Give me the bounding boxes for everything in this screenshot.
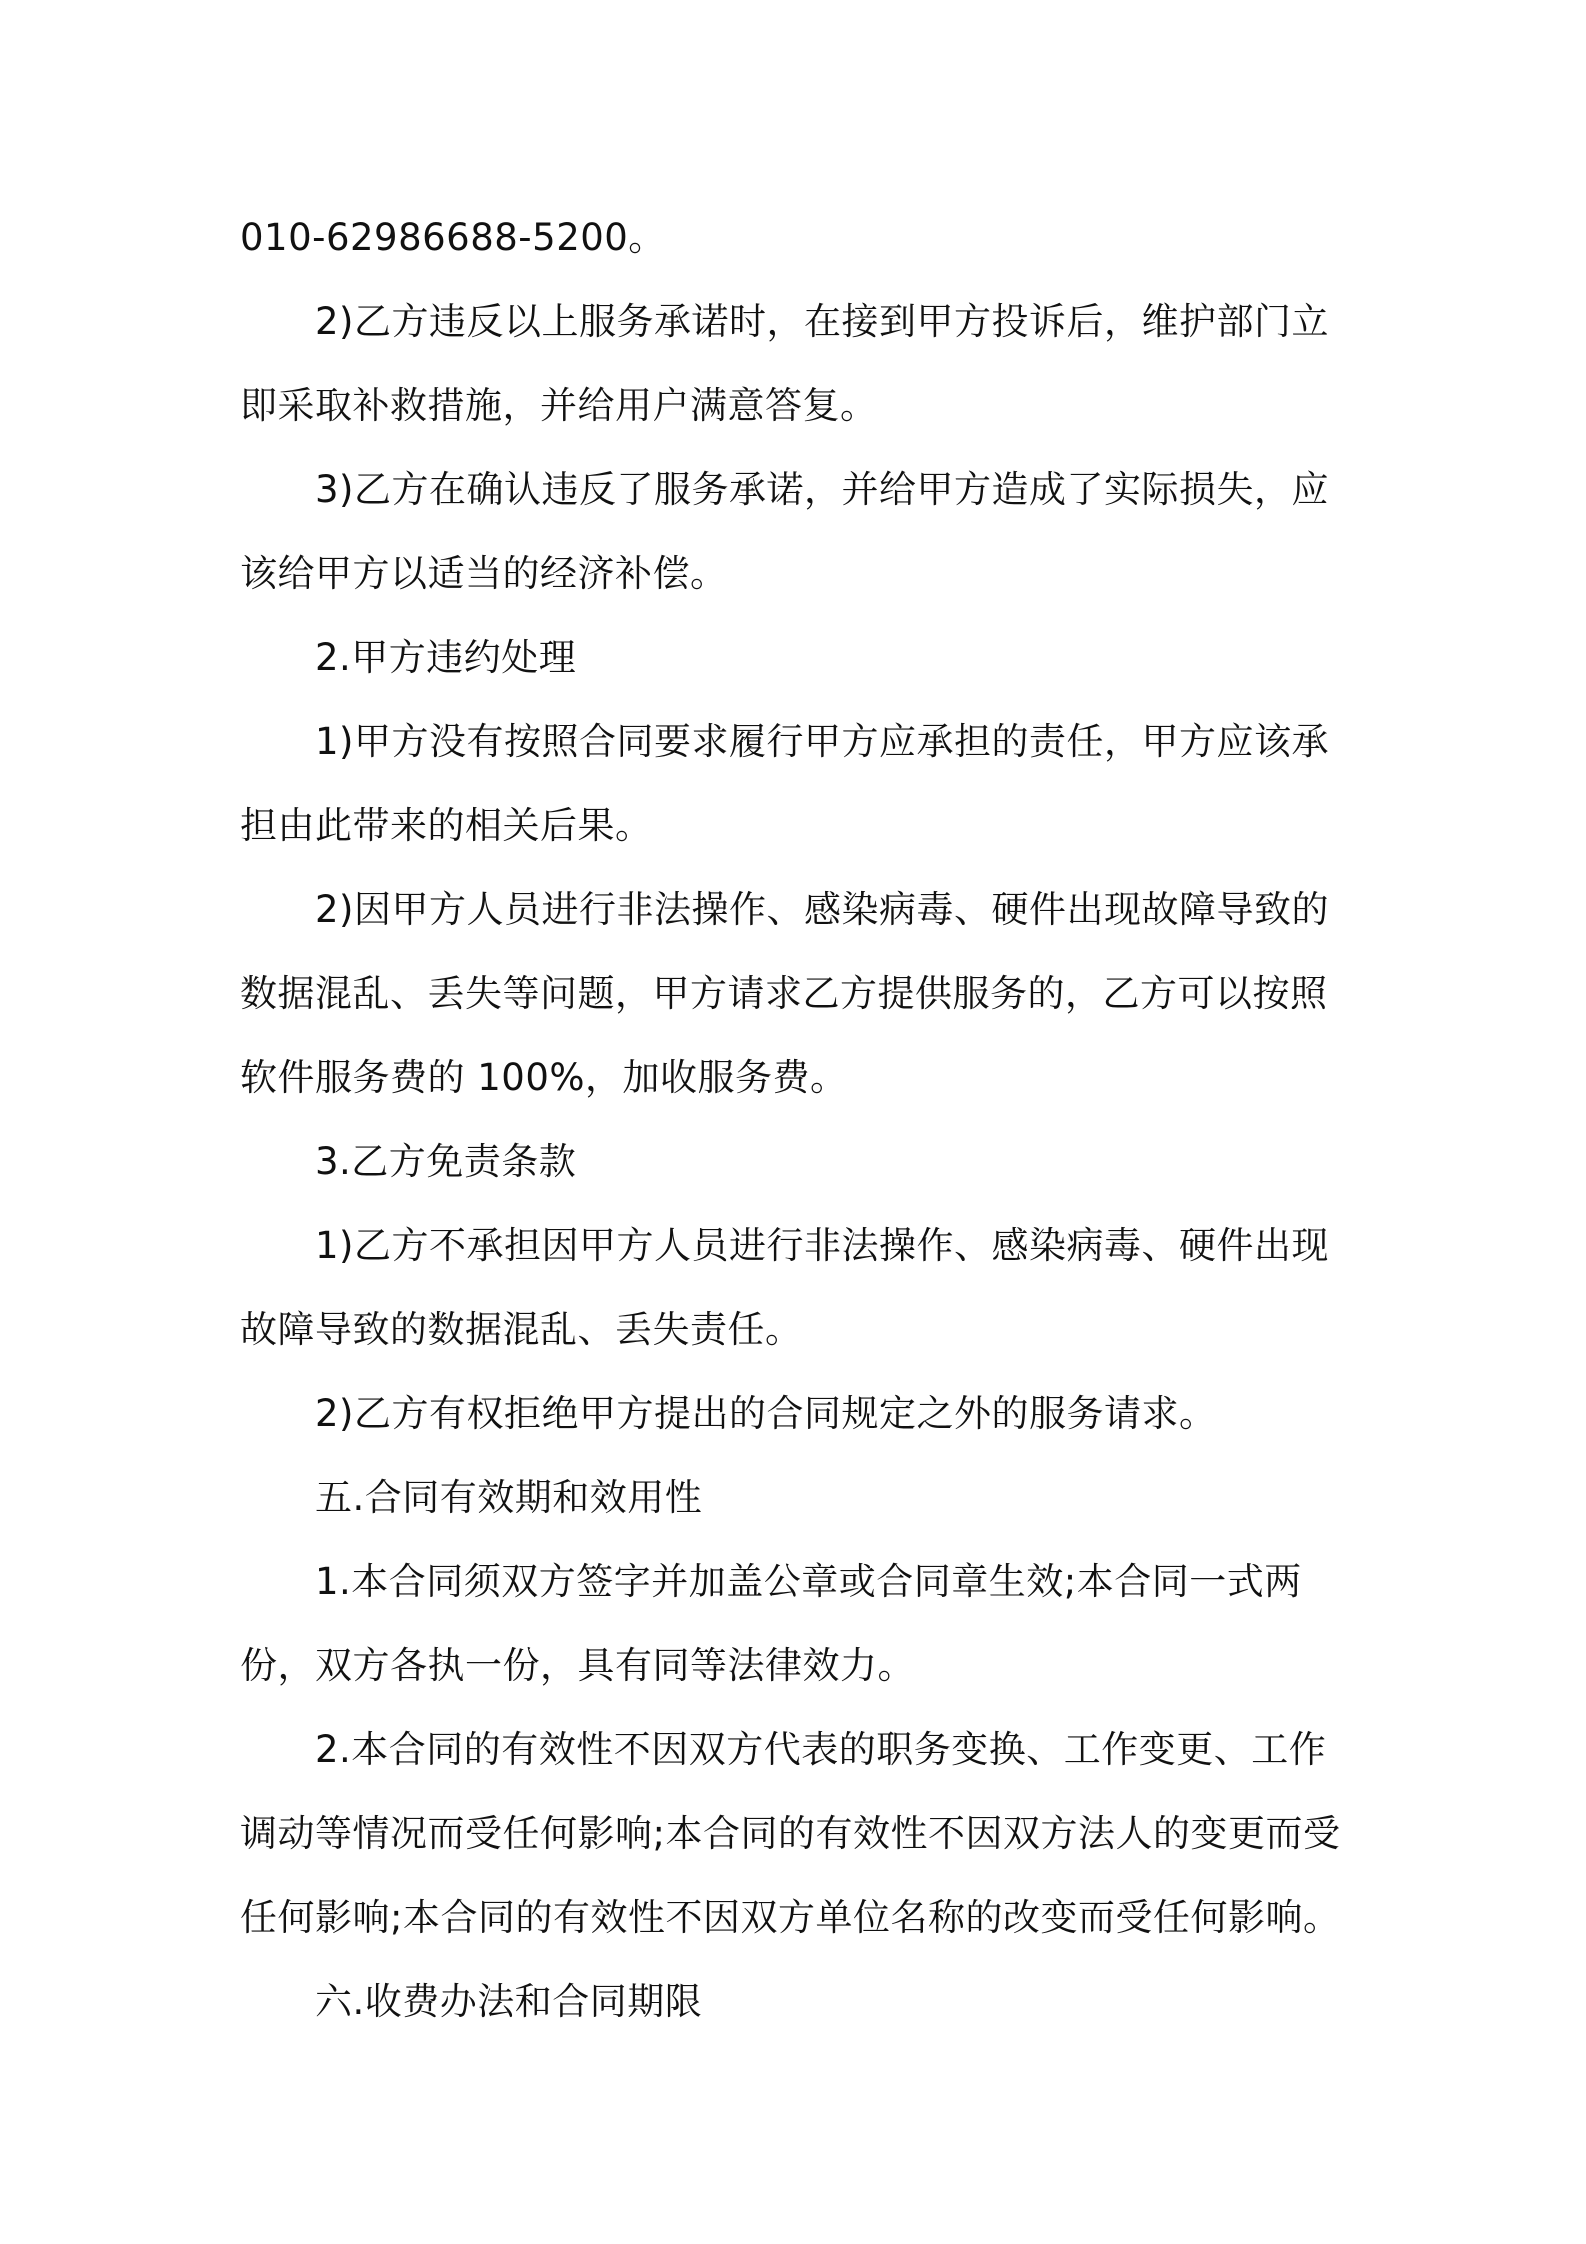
paragraph-phone-continuation: 010-62986688-5200。 <box>240 216 666 259</box>
section-heading-exemption: 3.乙方免责条款 <box>315 1140 577 1183</box>
paragraph-exemption-1: 1)乙方不承担因甲方人员进行非法操作、感染病毒、硬件出现故障导致的数据混乱、丢失责任。 <box>240 1224 1329 1351</box>
document-body <box>240 196 1358 2044</box>
paragraph-validity-2: 2.本合同的有效性不因双方代表的职务变换、工作变更、工作调动等情况而受任何影响;本合同的有效性不因双方法人的变更而受任何影响;本合同的有效性不因双方单位名称的改变而受任何影响。 <box>240 1728 1341 1939</box>
paragraph-exemption-2: 2)乙方有权拒绝甲方提出的合同规定之外的服务请求。 <box>315 1392 1217 1435</box>
paragraph-validity-1: 1.本合同须双方签字并加盖公章或合同章生效;本合同一式两份，双方各执一份，具有同等法律效力。 <box>240 1560 1302 1687</box>
section-heading-validity: 五.合同有效期和效用性 <box>315 1476 703 1519</box>
paragraph-party-a-2: 2)因甲方人员进行非法操作、感染病毒、硬件出现故障导致的数据混乱、丢失等问题，甲方请求乙方提供服务的，乙方可以按照软件服务费的 100%，加收服务费。 <box>240 888 1329 1099</box>
paragraph-clause-b-2: 2)乙方违反以上服务承诺时，在接到甲方投诉后，维护部门立即采取补救措施，并给用户满意答复。 <box>240 300 1329 427</box>
section-heading-party-a-breach: 2.甲方违约处理 <box>315 636 577 679</box>
paragraph-clause-b-3: 3)乙方在确认违反了服务承诺，并给甲方造成了实际损失，应该给甲方以适当的经济补偿。 <box>240 468 1329 595</box>
paragraph-party-a-1: 1)甲方没有按照合同要求履行甲方应承担的责任，甲方应该承担由此带来的相关后果。 <box>240 720 1329 847</box>
section-heading-fees-term: 六.收费办法和合同期限 <box>315 1980 703 2023</box>
